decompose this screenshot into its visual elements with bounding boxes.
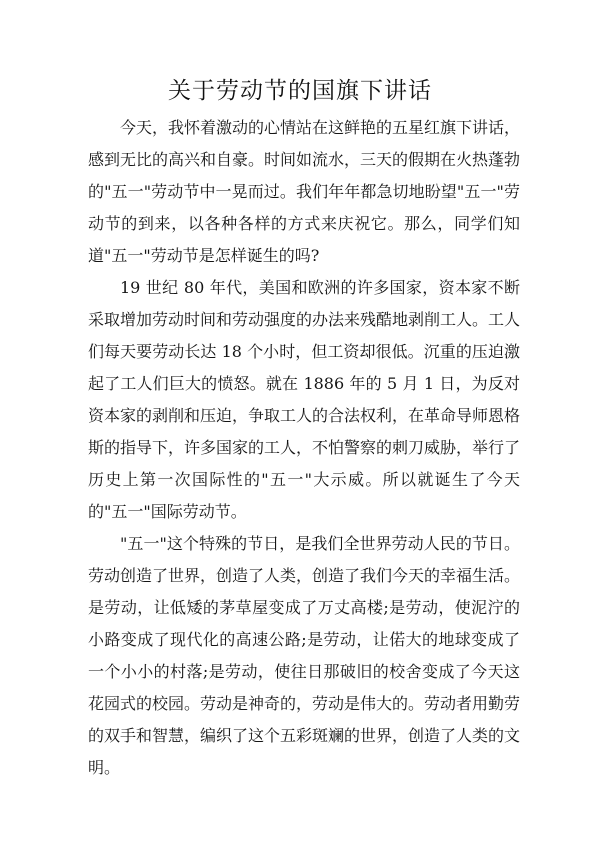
- paragraph-1: 今天，我怀着激动的心情站在这鲜艳的五星红旗下讲话，感到无比的高兴和自豪。时间如流水，三天的假期在火热蓬勃的"五一"劳动节中一晃而过。我们年年都急切地盼望"五一"劳动节的到来，以各种各样的方式来庆祝它。那么，同学们知道"五一"劳动节是怎样诞生的吗?: [88, 118, 521, 265]
- document-title: 关于劳动节的国旗下讲话: [168, 78, 432, 104]
- paragraph-2: 19 世纪 80 年代，美国和欧洲的许多国家，资本家不断采取增加劳动时间和劳动强度的办法来残酷地剥削工人。工人们每天要劳动长达 18 个小时，但工资却很低。沉重的压迫激起了工人们巨大的愤怒。就在 1886 年的 5 月 1 日，为反对资本家的剥削和压迫，争取工人的合法权利，在革命导师恩格斯的指导下，许多国家的工人，不怕警察的刺刀威胁，举行了历史上第一次国际性的"五一"大示威。所以就诞生了今天的"五一"国际劳动节。: [88, 278, 521, 521]
- document-body: [88, 112, 520, 784]
- paragraph-3: "五一"这个特殊的节日，是我们全世界劳动人民的节日。劳动创造了世界，创造了人类，创造了我们今天的幸福生活。是劳动，让低矮的茅草屋变成了万丈高楼;是劳动，使泥泞的小路变成了现代化的高速公路;是劳动，让偌大的地球变成了一个小小的村落;是劳动，使往日那破旧的校舍变成了今天这花园式的校园。劳动是神奇的，劳动是伟大的。劳动者用勤劳的双手和智慧，编织了这个五彩斑斓的世界，创造了人类的文明。: [88, 534, 521, 777]
